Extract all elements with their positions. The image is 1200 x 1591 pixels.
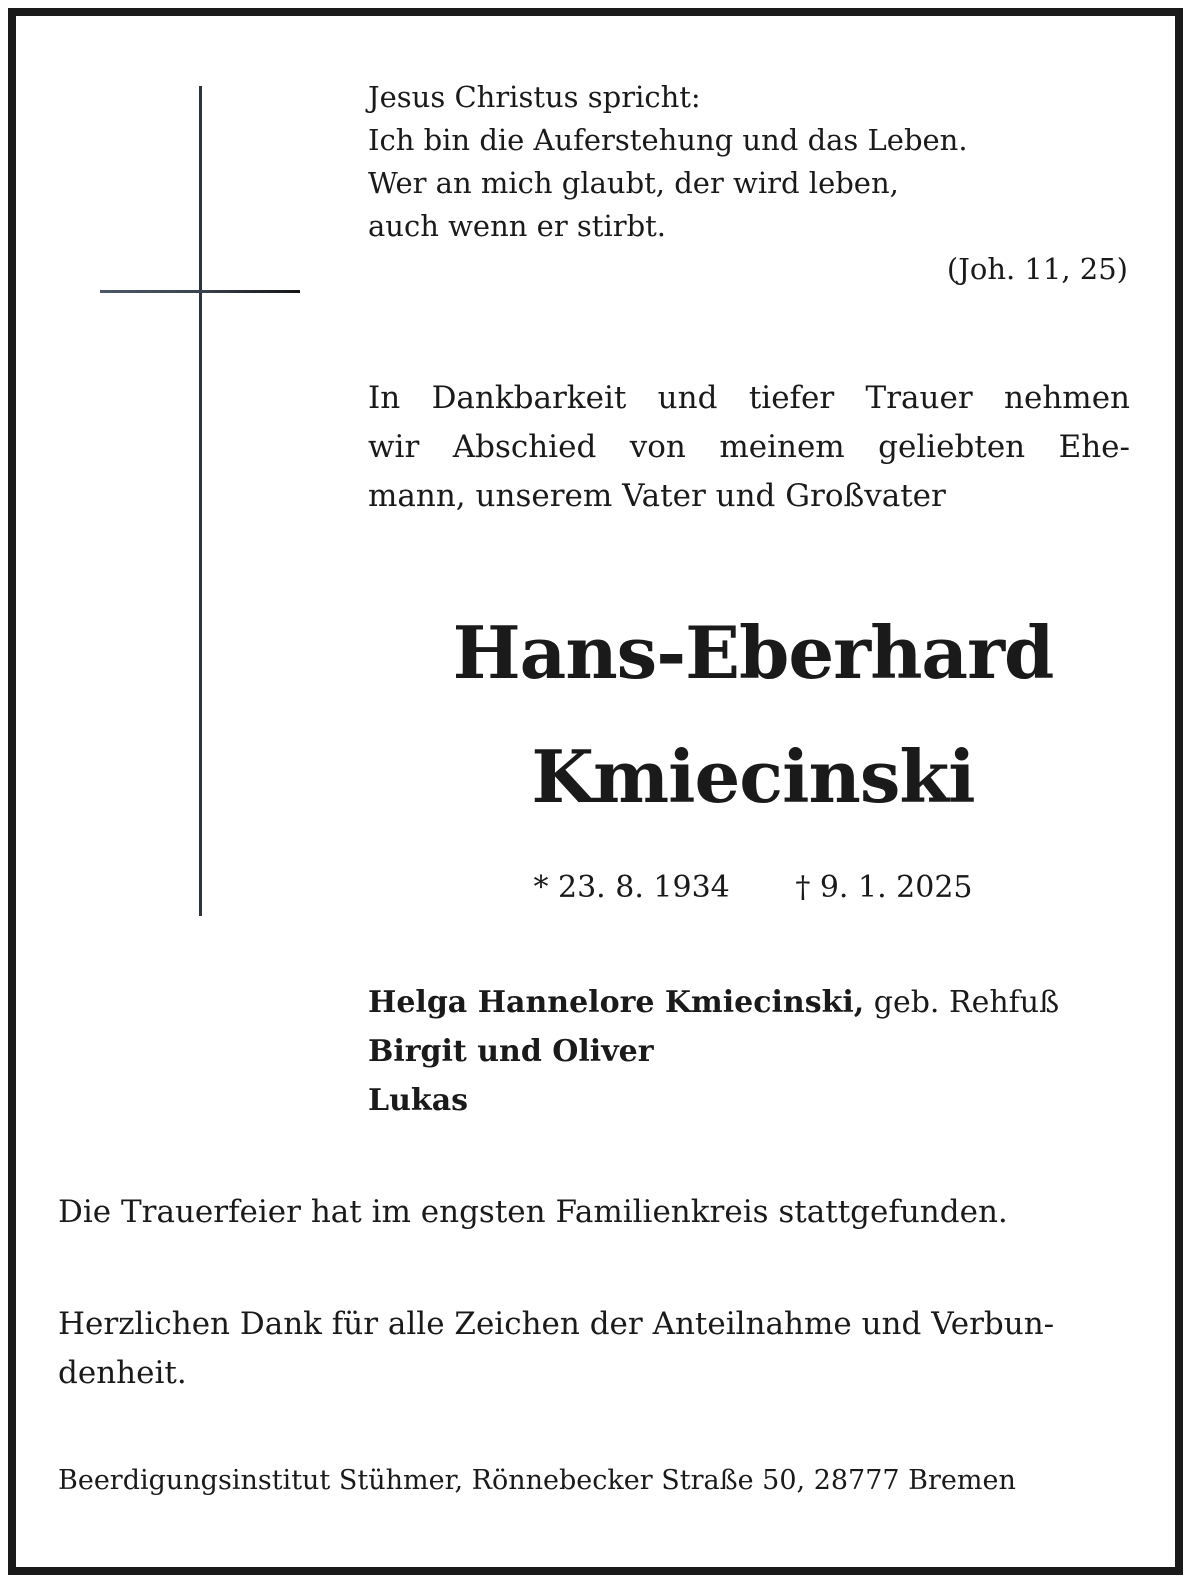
deceased-first-name: Hans-Eberhard: [452, 610, 1054, 695]
quote-line: auch wenn er stirbt.: [368, 209, 667, 243]
cross-icon: [100, 86, 300, 916]
thanks-note: [58, 1300, 1158, 1398]
thanks-line: denheit.: [58, 1355, 187, 1391]
intro-line: wir Abschied von meinem geliebten Ehe-: [368, 429, 1130, 465]
birth-date: * 23. 8. 1934: [533, 870, 730, 905]
quote-line: Wer an mich glaubt, der wird leben,: [368, 166, 899, 200]
children-names: Birgit und Oliver: [368, 1034, 654, 1069]
intro-line: mann, unserem Vater und Großvater: [368, 478, 946, 514]
intro-line: In Dankbarkeit und tiefer Trauer nehmen: [368, 380, 1130, 416]
quote-line: Jesus Christus spricht:: [368, 80, 701, 114]
cross-vertical-bar: [199, 86, 202, 916]
funeral-home-address: Beerdigungsinstitut Stühmer, Rönnebecker Straße 50, 28777 Bremen: [58, 1465, 1016, 1496]
spouse-name: Helga Hannelore Kmiecinski,: [368, 985, 865, 1020]
obituary-notice: [8, 8, 1183, 1575]
spouse-birth-name: geb. Rehfuß: [873, 985, 1060, 1020]
deceased-last-name: Kmiecinski: [531, 734, 975, 819]
grandchild-name: Lukas: [368, 1083, 469, 1118]
death-date: † 9. 1. 2025: [795, 870, 973, 905]
quote-source: (Joh. 11, 25): [946, 252, 1128, 286]
bible-quote: [368, 76, 1148, 248]
thanks-line: Herzlichen Dank für alle Zeichen der Anteilnahme und Verbun-: [58, 1306, 1055, 1342]
cross-horizontal-bar: [100, 290, 300, 293]
ceremony-note: Die Trauerfeier hat im engsten Familienkreis stattgefunden.: [58, 1194, 1008, 1230]
family-signatures: [368, 978, 1148, 1125]
spouse-line: [368, 978, 1148, 1027]
deceased-name: [368, 591, 1138, 839]
quote-line: Ich bin die Auferstehung und das Leben.: [368, 123, 968, 157]
life-dates: [368, 868, 1138, 908]
intro-text: [368, 374, 1130, 521]
